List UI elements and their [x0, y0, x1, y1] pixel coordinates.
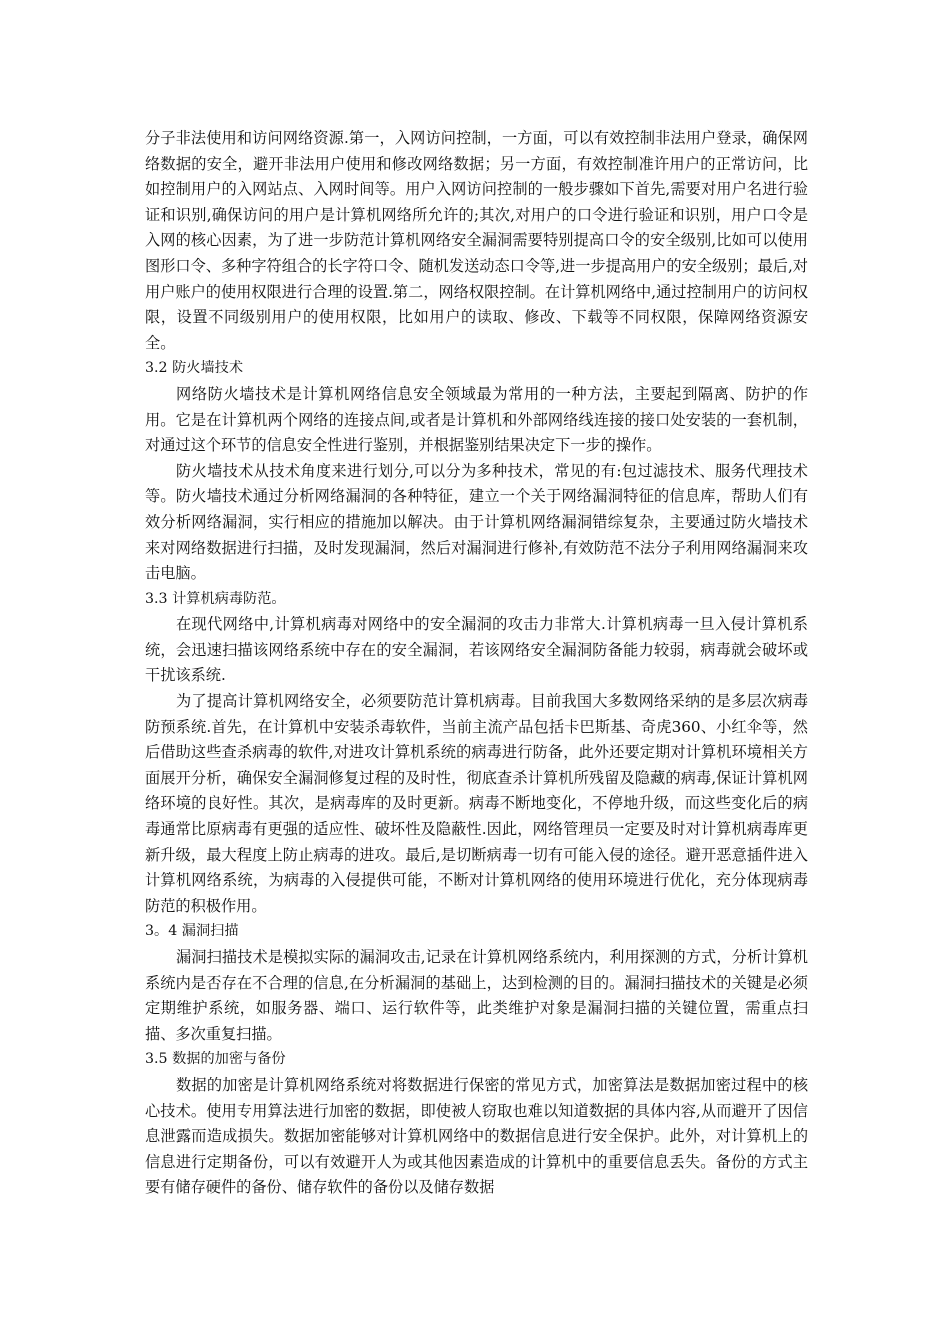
section-heading-encryption-backup: 3.5 数据的加密与备份 [145, 1051, 286, 1068]
document-page [145, 126, 808, 1201]
section-heading-vulnerability-scan: 3。4 漏洞扫描 [145, 923, 239, 940]
paragraph-network-access-control: 分子非法使用和访问网络资源.第一，入网访问控制，一方面，可以有效控制非法用户登录，确保网络数据的安全，避开非法用户使用和修改网络数据；另一方面，有效控制准许用户的正常访问，比如控制用户的入网站点、入网时间等。用户入网访问控制的一般步骤如下首先,需要对用户名进行验证和识别,确保访问的用户是计算机网络所允许的;其次,对用户的口令进行验证和识别，用户口令是入网的核心因素，为了进一步防范计算机网络安全漏洞需要特别提高口令的安全级别,比如可以使用图形口令、多种字符组合的长字符口令、随机发送动态口令等,进一步提高用户的安全级别；最后,对用户账户的使用权限进行合理的设置.第二，网络权限控制。在计算机网络中,通过控制用户的访问权限，设置不同级别用户的使用权限，比如用户的读取、修改、下载等不同权限，保障网络资源安全。 [145, 129, 808, 352]
paragraph-virus-measures: 为了提高计算机网络安全，必须要防范计算机病毒。目前我国大多数网络采纳的是多层次病毒防预系统.首先，在计算机中安装杀毒软件，当前主流产品包括卡巴斯基、奇虎360、小红伞等，然后借助这些查杀病毒的软件,对进攻计算机系统的病毒进行防备，此外还要定期对计算机环境相关方面展开分析，确保安全漏洞修复过程的及时性，彻底查杀计算机所残留及隐藏的病毒,保证计算机网络环境的良好性。其次，是病毒库的及时更新。病毒不断地变化，不停地升级，而这些变化后的病毒通常比原病毒有更强的适应性、破坏性及隐蔽性.因此，网络管理员一定要及时对计算机病毒库更新升级，最大程度上防止病毒的进攻。最后,是切断病毒一切有可能入侵的途径。避开恶意插件进入计算机网络系统，为病毒的入侵提供可能，不断对计算机网络的使用环境进行优化，充分体现病毒防范的积极作用。 [145, 692, 808, 915]
paragraph-vulnerability-scan: 漏洞扫描技术是模拟实际的漏洞攻击,记录在计算机网络系统内，利用探测的方式，分析计算机系统内是否存在不合理的信息,在分析漏洞的基础上，达到检测的目的。漏洞扫描技术的关键是必须定期维护系统，如服务器、端口、运行软件等，此类维护对象是漏洞扫描的关键位置，需重点扫描、多次重复扫描。 [145, 948, 808, 1043]
section-heading-virus-prevention: 3.3 计算机病毒防范。 [145, 590, 286, 607]
paragraph-encryption-backup: 数据的加密是计算机网络系统对将数据进行保密的常见方式，加密算法是数据加密过程中的核心技术。使用专用算法进行加密的数据，即使被人窃取也难以知道数据的具体内容,从而避开了因信息泄露而造成损失。数据加密能够对计算机网络中的数据信息进行安全保护。此外，对计算机上的信息进行定期备份，可以有效避开人为或其他因素造成的计算机中的重要信息丢失。备份的方式主要有储存硬件的备份、储存软件的备份以及储存数据 [145, 1075, 808, 1197]
section-heading-firewall: 3.2 防火墙技术 [145, 360, 244, 377]
paragraph-firewall-types: 防火墙技术从技术角度来进行划分,可以分为多种技术，常见的有:包过滤技术、服务代理技术等。防火墙技术通过分析网络漏洞的各种特征，建立一个关于网络漏洞特征的信息库，帮助人们有效分析网络漏洞，实行相应的措施加以解决。由于计算机网络漏洞错综复杂，主要通过防火墙技术来对网络数据进行扫描，及时发现漏洞，然后对漏洞进行修补,有效防范不法分子利用网络漏洞来攻击电脑。 [145, 461, 808, 583]
paragraph-virus-threat: 在现代网络中,计算机病毒对网络中的安全漏洞的攻击力非常大.计算机病毒一旦入侵计算机系统，会迅速扫描该网络系统中存在的安全漏洞，若该网络安全漏洞防备能力较弱，病毒就会破坏或干扰该系统. [145, 615, 808, 685]
paragraph-firewall-intro: 网络防火墙技术是计算机网络信息安全领域最为常用的一种方法，主要起到隔离、防护的作用。它是在计算机两个网络的连接点间,或者是计算机和外部网络线连接的接口处安装的一套机制，对通过这个环节的信息安全性进行鉴别，并根据鉴别结果决定下一步的操作。 [145, 384, 808, 455]
